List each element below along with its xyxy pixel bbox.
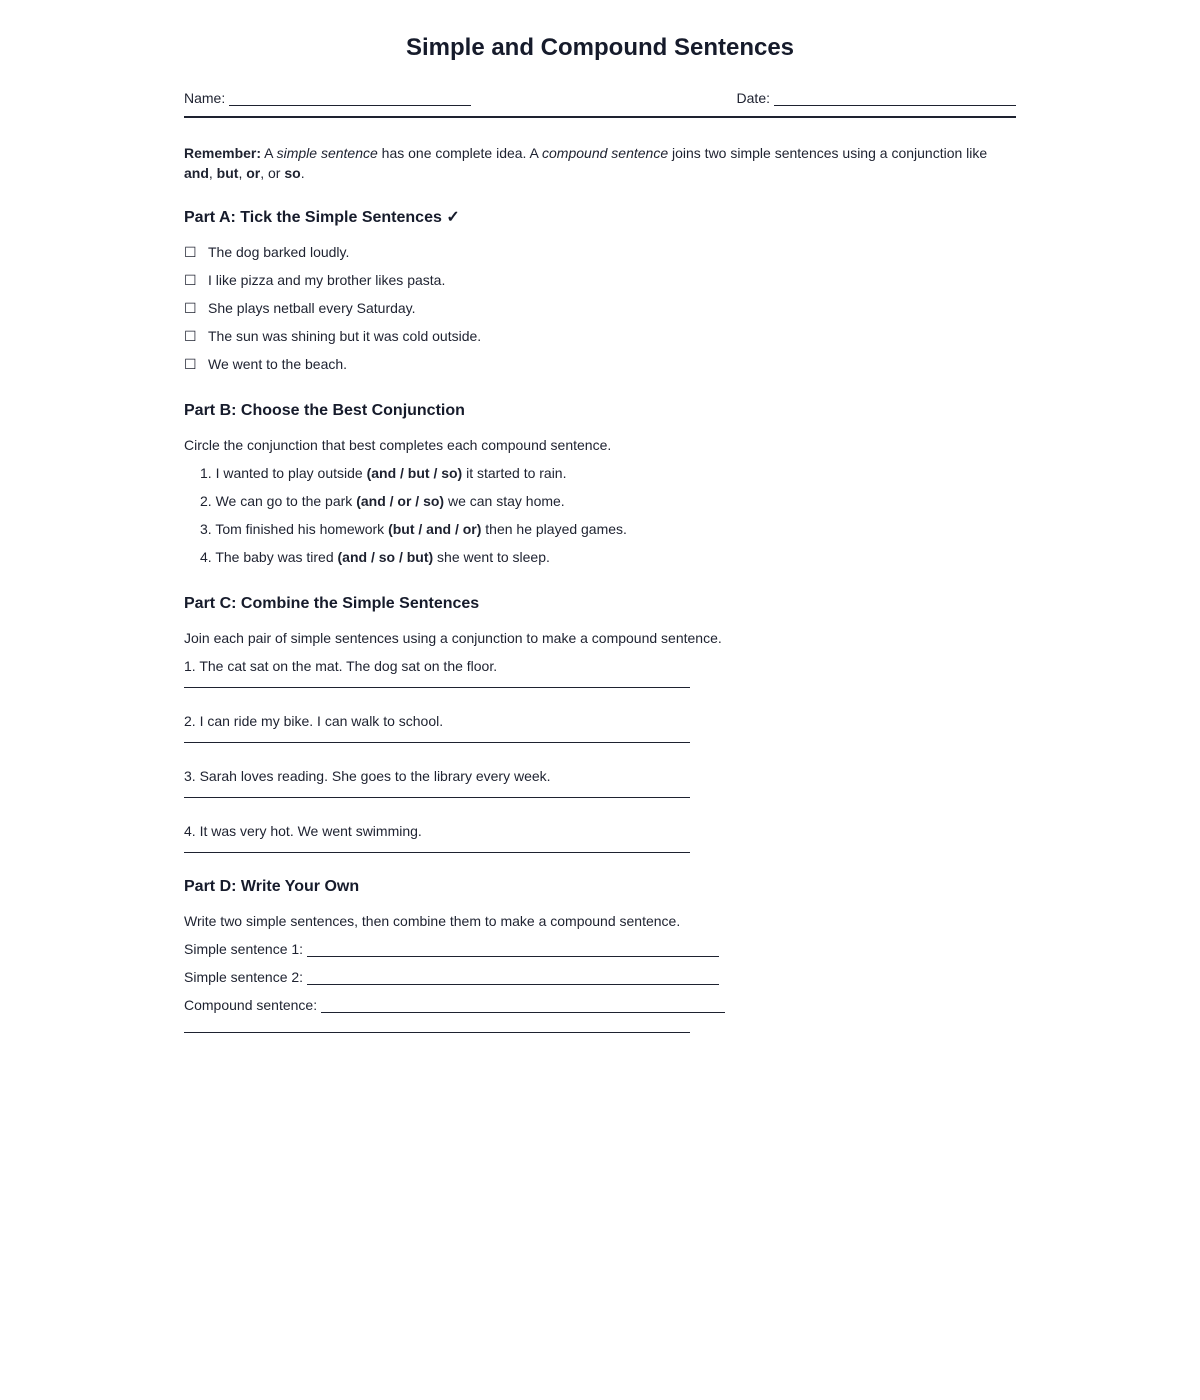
sentence-pair: 1. The cat sat on the mat. The dog sat on the floor. bbox=[184, 658, 498, 674]
part-b-list bbox=[184, 464, 1016, 576]
checkbox-icon[interactable]: ☐ bbox=[184, 356, 197, 372]
sentence-start: The baby was tired bbox=[211, 549, 338, 565]
name-field bbox=[184, 89, 471, 106]
name-blank[interactable] bbox=[229, 89, 471, 106]
part-c-items bbox=[184, 657, 1016, 853]
simple-sentence-2-row bbox=[184, 968, 1016, 996]
sentence-text: The dog barked loudly. bbox=[208, 244, 350, 260]
conj-and: and bbox=[184, 165, 209, 181]
part-a-list bbox=[184, 243, 1016, 383]
item-number: 1. bbox=[200, 465, 212, 481]
sentence-text: We went to the beach. bbox=[208, 356, 348, 372]
compound-sentence-row bbox=[184, 996, 1016, 1024]
part-d-heading: Part D: Write Your Own bbox=[184, 878, 360, 895]
list-item bbox=[184, 355, 1016, 383]
remember-text: A bbox=[261, 145, 277, 161]
list-item bbox=[184, 327, 1016, 355]
simple-sentence-term: simple sentence bbox=[276, 145, 378, 161]
remember-text: joins two simple sentences using a conjunction like bbox=[668, 145, 988, 161]
remember-sep: , bbox=[208, 165, 217, 181]
compound-sentence-blank[interactable] bbox=[321, 996, 725, 1013]
remember-note bbox=[184, 143, 1016, 183]
answer-line[interactable] bbox=[184, 850, 690, 853]
page-title: Simple and Compound Sentences bbox=[405, 34, 795, 61]
simple-sentence-1-label: Simple sentence 1: bbox=[184, 941, 304, 957]
item-number: 4. bbox=[200, 549, 212, 565]
part-c-heading: Part C: Combine the Simple Sentences bbox=[184, 595, 480, 612]
sentence-start: Tom finished his homework bbox=[211, 521, 389, 537]
list-item bbox=[200, 520, 1016, 548]
conjunction-choices[interactable]: (but / and / or) bbox=[388, 521, 482, 537]
conj-or: or bbox=[246, 165, 261, 181]
part-b-instruction: Circle the conjunction that best completes each compound sentence. bbox=[184, 437, 612, 453]
remember-sep: , bbox=[238, 165, 247, 181]
checkbox-icon[interactable]: ☐ bbox=[184, 328, 197, 344]
list-item bbox=[200, 492, 1016, 520]
answer-line[interactable] bbox=[184, 1024, 690, 1033]
checkbox-icon[interactable]: ☐ bbox=[184, 244, 197, 260]
conjunction-choices[interactable]: (and / or / so) bbox=[356, 493, 445, 509]
list-item bbox=[184, 243, 1016, 271]
sentence-text: The sun was shining but it was cold outside. bbox=[208, 328, 482, 344]
answer-line[interactable] bbox=[184, 740, 690, 743]
sentence-start: I wanted to play outside bbox=[211, 465, 367, 481]
list-item bbox=[200, 548, 1016, 576]
name-label: Name: bbox=[184, 90, 226, 106]
part-c-instruction: Join each pair of simple sentences using a conjunction to make a compound sentence. bbox=[184, 630, 722, 646]
answer-line[interactable] bbox=[184, 795, 690, 798]
conj-so: so bbox=[284, 165, 301, 181]
answer-line[interactable] bbox=[184, 685, 690, 688]
sentence-pair: 3. Sarah loves reading. She goes to the library every week. bbox=[184, 768, 551, 784]
sentence-text: I like pizza and my brother likes pasta. bbox=[208, 272, 446, 288]
compound-sentence-label: Compound sentence: bbox=[184, 997, 318, 1013]
sentence-end: it started to rain. bbox=[462, 465, 567, 481]
sentence-pair: 4. It was very hot. We went swimming. bbox=[184, 823, 422, 839]
date-field bbox=[737, 89, 1016, 106]
simple-sentence-2-blank[interactable] bbox=[307, 968, 719, 985]
item-number: 3. bbox=[200, 521, 212, 537]
date-blank[interactable] bbox=[774, 89, 1016, 106]
date-label: Date: bbox=[736, 90, 770, 106]
conj-but: but bbox=[216, 165, 239, 181]
part-b-heading: Part B: Choose the Best Conjunction bbox=[184, 402, 465, 419]
conjunction-choices[interactable]: (and / so / but) bbox=[337, 549, 434, 565]
remember-end: . bbox=[300, 165, 305, 181]
sentence-end: we can stay home. bbox=[444, 493, 565, 509]
remember-text: has one complete idea. A bbox=[377, 145, 543, 161]
simple-sentence-1-row bbox=[184, 940, 1016, 968]
sentence-pair: 2. I can ride my bike. I can walk to school. bbox=[184, 713, 444, 729]
sentence-start: We can go to the park bbox=[211, 493, 357, 509]
part-d-instruction: Write two simple sentences, then combine them to make a compound sentence. bbox=[184, 913, 681, 929]
conjunction-choices[interactable]: (and / but / so) bbox=[366, 465, 463, 481]
checkbox-icon[interactable]: ☐ bbox=[184, 300, 197, 316]
list-item bbox=[200, 464, 1016, 492]
name-date-row bbox=[184, 84, 1016, 118]
simple-sentence-1-blank[interactable] bbox=[307, 940, 719, 957]
remember-sep: , or bbox=[260, 165, 285, 181]
sentence-text: She plays netball every Saturday. bbox=[208, 300, 416, 316]
remember-label: Remember: bbox=[184, 145, 262, 161]
part-a-heading: Part A: Tick the Simple Sentences ✓ bbox=[184, 209, 460, 226]
sentence-end: then he played games. bbox=[481, 521, 627, 537]
simple-sentence-2-label: Simple sentence 2: bbox=[184, 969, 304, 985]
list-item bbox=[184, 299, 1016, 327]
list-item bbox=[184, 271, 1016, 299]
checkbox-icon[interactable]: ☐ bbox=[184, 272, 197, 288]
sentence-end: she went to sleep. bbox=[433, 549, 550, 565]
compound-sentence-term: compound sentence bbox=[542, 145, 669, 161]
worksheet bbox=[184, 0, 1016, 1033]
item-number: 2. bbox=[200, 493, 212, 509]
